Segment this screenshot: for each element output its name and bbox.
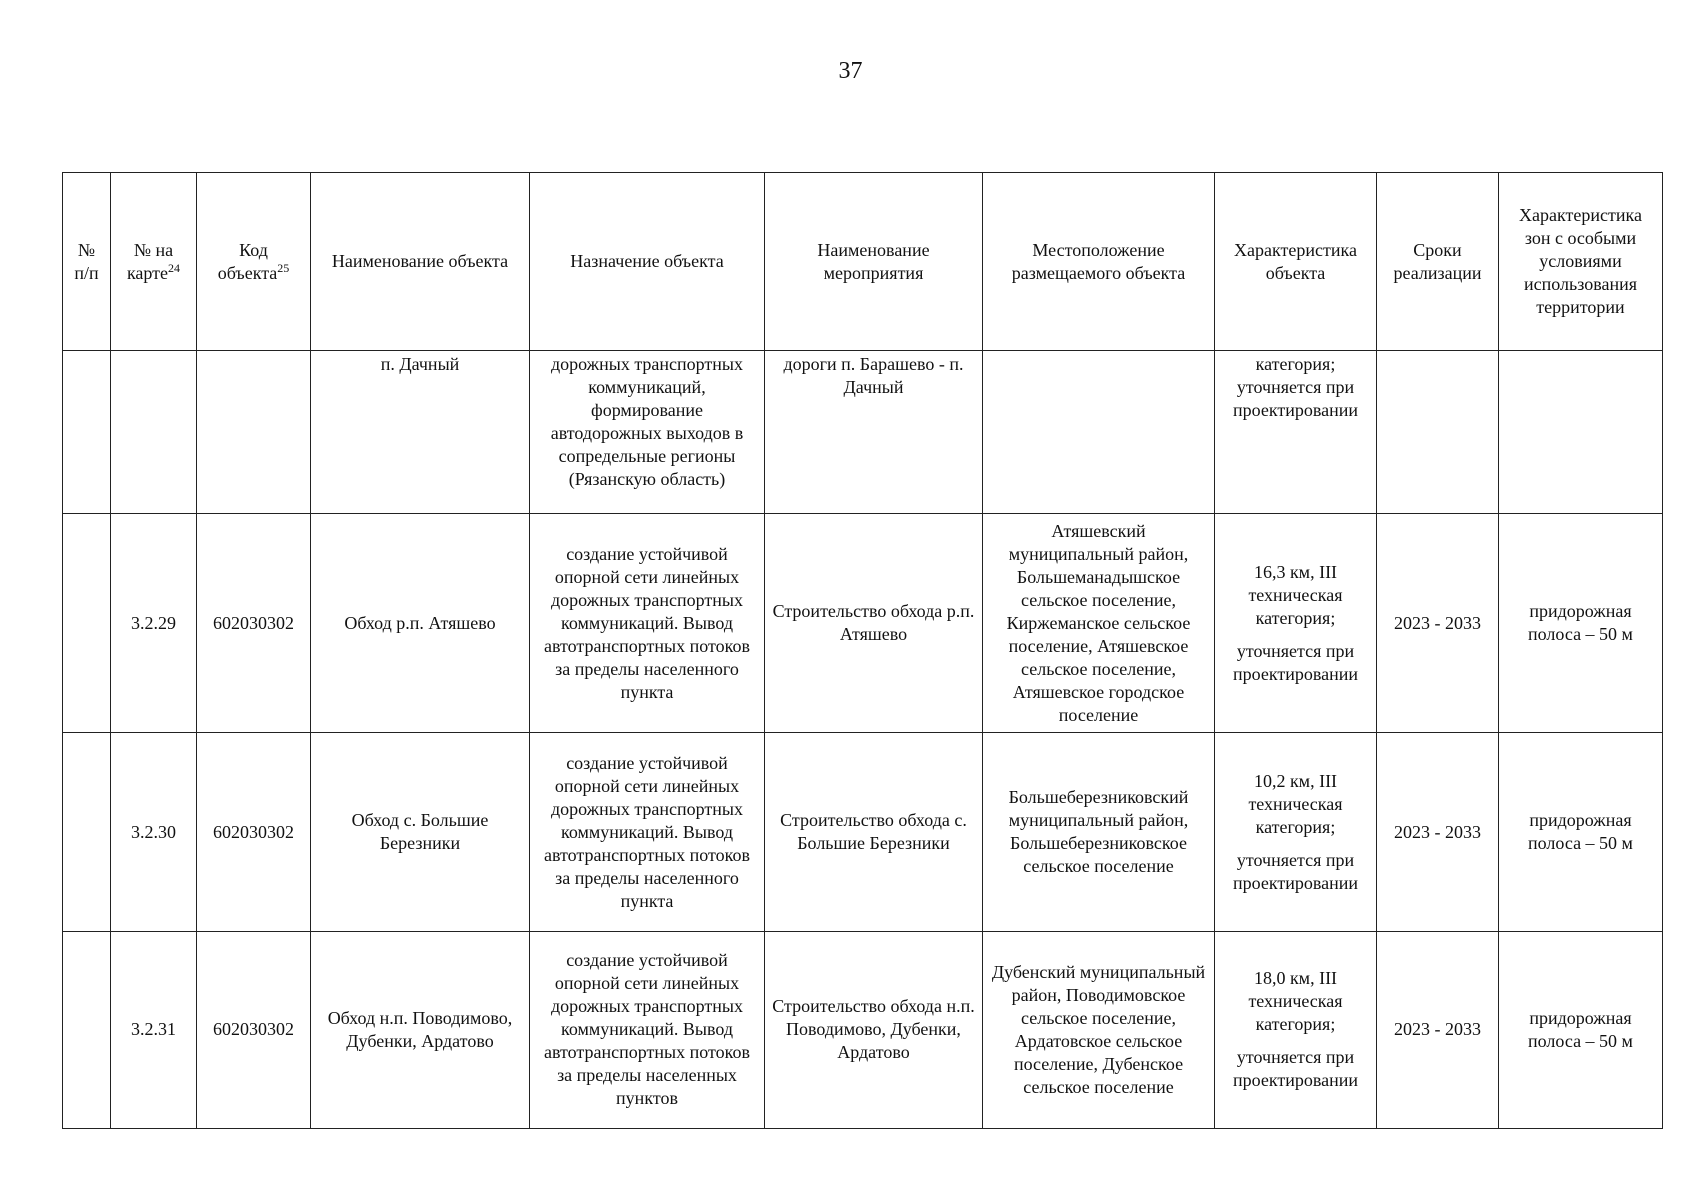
table-row [63,733,1663,931]
cell-code [197,351,311,514]
cell-zones: придорожная полоса – 50 м [1499,733,1663,931]
cell-zones [1499,351,1663,514]
cell-map-num: 3.2.29 [111,514,197,733]
cell-map-num: 3.2.31 [111,931,197,1128]
cell-map-num [111,351,197,514]
cell-location: Атяшевский муниципальный район, Большеманадышское сельское поселение, Киржеманское сельское поселение, Атяшевское сельское поселение, Атяшевское городское поселение [983,514,1215,733]
header-location: Местоположение размещаемого объекта [983,173,1215,351]
header-num: № п/п [63,173,111,351]
header-characteristic: Характеристика объекта [1215,173,1377,351]
cell-name: Обход с. Большие Березники [311,733,530,931]
cell-measure: Строительство обхода р.п. Атяшево [765,514,983,733]
cell-measure: дороги п. Барашево - п. Дачный [765,351,983,514]
header-measure: Наименование мероприятия [765,173,983,351]
cell-characteristic: 18,0 км, III техническая категория; уточняется при проектировании [1215,931,1377,1128]
cell-num [63,351,111,514]
cell-name: Обход н.п. Поводимово, Дубенки, Ардатово [311,931,530,1128]
table-header-row [63,173,1663,351]
cell-purpose: создание устойчивой опорной сети линейных дорожных транспортных коммуникаций. Вывод автотранспортных потоков за пределы населенного пункта [530,733,765,931]
cell-terms: 2023 - 2033 [1377,514,1499,733]
cell-code: 602030302 [197,931,311,1128]
cell-name: п. Дачный [311,351,530,514]
cell-name: Обход р.п. Атяшево [311,514,530,733]
cell-code: 602030302 [197,514,311,733]
cell-characteristic: 10,2 км, III техническая категория; уточняется при проектировании [1215,733,1377,931]
cell-num [63,931,111,1128]
cell-purpose: создание устойчивой опорной сети линейных дорожных транспортных коммуникаций. Вывод автотранспортных потоков за пределы населенного пункта [530,514,765,733]
header-code: Код объекта$^{25}$ [197,173,311,351]
header-map-num: № на карте$^{24}$ [111,173,197,351]
cell-map-num: 3.2.30 [111,733,197,931]
table-row [63,514,1663,733]
cell-num [63,733,111,931]
cell-characteristic: 16,3 км, III техническая категория; уточняется при проектировании [1215,514,1377,733]
page-number: 37 [838,58,863,84]
cell-purpose: дорожных транспортных коммуникаций, формирование автодорожных выходов в сопредельные регионы (Рязанскую область) [530,351,765,514]
cell-zones: придорожная полоса – 50 м [1499,931,1663,1128]
objects-table [62,172,1663,1129]
cell-num [63,514,111,733]
header-terms: Сроки реализации [1377,173,1499,351]
header-name: Наименование объекта [311,173,530,351]
header-purpose: Назначение объекта [530,173,765,351]
cell-zones: придорожная полоса – 50 м [1499,514,1663,733]
header-zones: Характеристика зон с особыми условиями использования территории [1499,173,1663,351]
cell-terms: 2023 - 2033 [1377,931,1499,1128]
cell-terms [1377,351,1499,514]
cell-code: 602030302 [197,733,311,931]
cell-terms: 2023 - 2033 [1377,733,1499,931]
table-row [63,931,1663,1128]
cell-measure: Строительство обхода с. Большие Березники [765,733,983,931]
cell-location [983,351,1215,514]
cell-location: Большеберезниковский муниципальный район, Большеберезниковское сельское поселение [983,733,1215,931]
table-row [63,351,1663,514]
cell-purpose: создание устойчивой опорной сети линейных дорожных транспортных коммуникаций. Вывод автотранспортных потоков за пределы населенных пунктов [530,931,765,1128]
cell-measure: Строительство обхода н.п. Поводимово, Дубенки, Ардатово [765,931,983,1128]
cell-characteristic: категория; уточняется при проектировании [1215,351,1377,514]
cell-location: Дубенский муниципальный район, Поводимовское сельское поселение, Ардатовское сельское поселение, Дубенское сельское поселение [983,931,1215,1128]
